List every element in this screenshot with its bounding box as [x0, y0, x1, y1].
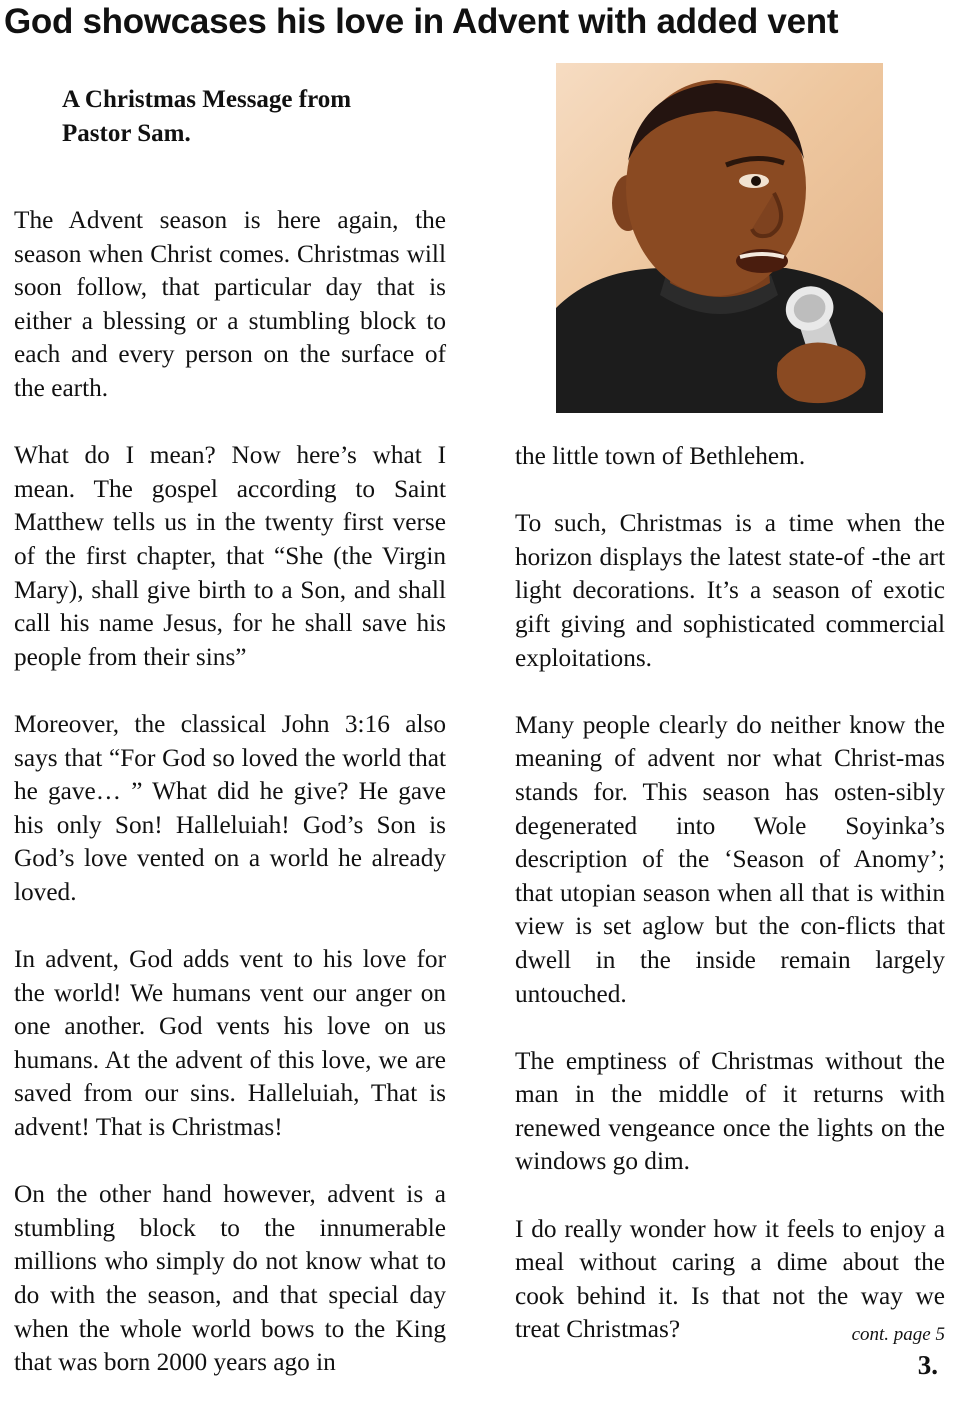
right-column	[515, 440, 945, 1381]
byline-line-1: A Christmas Message from	[62, 86, 352, 113]
article-headline: God showcases his love in Advent with added vent	[4, 2, 839, 41]
left-paragraph-4: In advent, God adds vent to his love for the world! We humans vent our anger on one another. God vents his love on us humans. At the advent of this love, we are saved from our sins. Halleluiah, That is advent! That is Christmas!	[14, 945, 446, 1142]
right-paragraph-5: I do really wonder how it feels to enjoy a meal without caring a dime about the cook behind it. Is that not the way we treat Christmas?	[515, 1214, 945, 1344]
page-number: 3.	[917, 1350, 938, 1380]
left-paragraph-3: Moreover, the classical John 3:16 also says that “For God so loved the world that he gave… ” What did he give? He gave his only Son! Halleluiah! God’s Son is God’s love vented on a world he already loved.	[14, 709, 446, 906]
byline	[62, 83, 446, 151]
left-paragraph-1: The Advent season is here again, the season when Christ comes. Christmas will soon follow, that particular day that is either a blessing or a stumbling block to each and every person on the surface of the earth.	[14, 206, 446, 402]
pastor-portrait-illustration	[556, 63, 883, 413]
left-paragraph-2: What do I mean? Now here’s what I mean. The gospel according to Saint Matthew tells us in the twenty first verse of the first chapter, that “She (the Virgin Mary), shall give birth to a Son, and shall call his name Jesus, for he shall save his people from their sins”	[14, 441, 446, 671]
closing-paragraph	[515, 1213, 945, 1347]
right-paragraph-4: The emptiness of Christmas without the man in the middle of it returns with renewed vengeance once the lights on the windows go dim.	[515, 1046, 945, 1176]
continuation-note: cont. page 5	[851, 1324, 945, 1346]
right-paragraph-1: the little town of Bethlehem.	[515, 442, 806, 470]
right-paragraph-3: Many people clearly do neither know the meaning of advent nor what Christ-mas stands for. This season has osten-sibly degenerated into Wole Soyinka’s description of the ‘Season of Anomy’; that utopian season when all that is within view is set aglow but the con-flicts that dwell in the inside remain largely untouched.	[515, 710, 945, 1008]
left-column	[14, 83, 446, 1413]
pastor-photo	[556, 63, 883, 413]
left-paragraph-5: On the other hand however, advent is a stumbling block to the innumerable millions who simply do not know what to do with the season, and that special day when the whole world bows to the King that was born 2000 years ago in	[14, 1180, 446, 1377]
byline-line-2: Pastor Sam.	[62, 120, 191, 147]
right-paragraph-2: To such, Christmas is a time when the horizon displays the latest state-of -the art light decorations. It’s a season of exotic gift giving and sophisticated commercial exploitations.	[515, 509, 945, 672]
